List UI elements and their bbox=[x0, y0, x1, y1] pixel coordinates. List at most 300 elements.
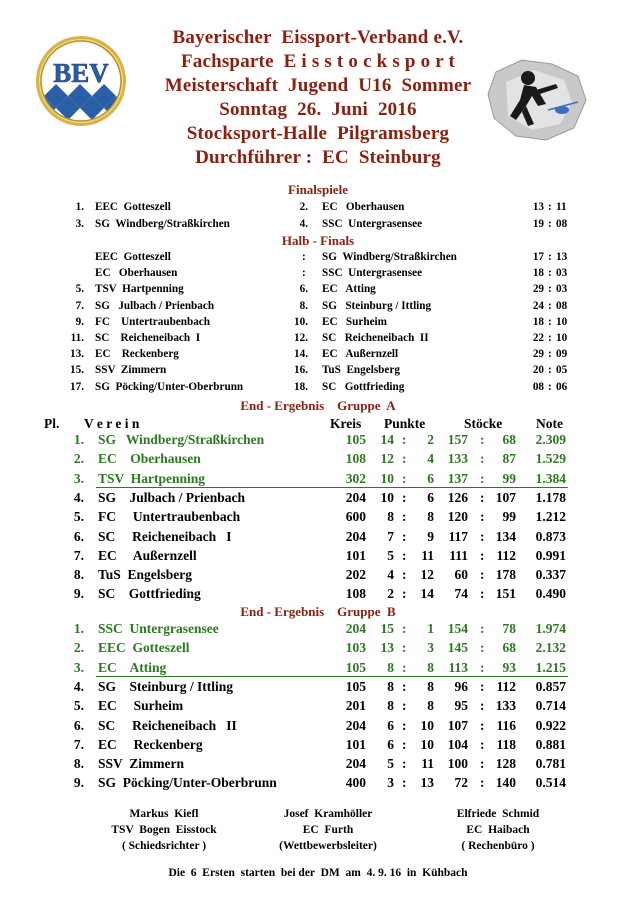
match-place-left: 3. bbox=[75, 217, 84, 230]
match-team-right: SC Gottfrieding bbox=[322, 380, 405, 393]
match-score-left: 13 bbox=[532, 201, 544, 213]
standing-kreis: 204 bbox=[345, 489, 366, 505]
match-row bbox=[0, 251, 636, 267]
match-team-left: SG Julbach / Prienbach bbox=[95, 299, 215, 312]
standing-stocks-for: 157 bbox=[447, 432, 468, 447]
match-team-right: SG Steinburg / Ittling bbox=[322, 299, 432, 312]
match-row bbox=[0, 201, 636, 217]
standing-club: EC Außernzell bbox=[98, 547, 197, 563]
standing-points-colon: : bbox=[402, 586, 407, 602]
standing-kreis: 105 bbox=[345, 432, 366, 447]
match-team-right: EC Atting bbox=[322, 283, 376, 296]
match-score-right: 08 bbox=[556, 217, 568, 230]
match-place-right: 16. bbox=[294, 364, 308, 377]
standing-points-lost: 6 bbox=[427, 489, 434, 505]
standing-note: 2.309 bbox=[535, 432, 566, 447]
standing-points-won: 8 bbox=[387, 659, 394, 675]
match-place-left: 7. bbox=[75, 299, 84, 312]
match-team-right: SSC Untergrasensee bbox=[322, 217, 423, 230]
match-team-right: SC Reicheneibach II bbox=[322, 332, 429, 344]
standing-note: 0.337 bbox=[535, 567, 566, 583]
match-row bbox=[0, 218, 636, 234]
standing-points-won: 7 bbox=[387, 528, 394, 544]
standing-stocks-for: 96 bbox=[454, 678, 468, 694]
standing-stocks-against: 99 bbox=[502, 470, 516, 486]
match-team-left: SSV Zimmern bbox=[95, 364, 167, 377]
match-score-colon: : bbox=[548, 267, 552, 280]
standing-stocks-for: 145 bbox=[447, 640, 468, 656]
document-header bbox=[0, 26, 636, 170]
standing-stocks-colon: : bbox=[480, 586, 485, 602]
standing-points-won: 15 bbox=[380, 621, 394, 636]
standing-points-colon: : bbox=[402, 775, 407, 791]
standing-stocks-colon: : bbox=[480, 451, 485, 467]
standing-place: 1. bbox=[73, 432, 84, 447]
standing-stocks-against: 107 bbox=[495, 489, 516, 505]
match-score-right: 11 bbox=[556, 201, 567, 213]
standing-note: 0.714 bbox=[535, 698, 566, 714]
standing-kreis: 105 bbox=[345, 659, 366, 675]
standing-club: EEC Gotteszell bbox=[98, 640, 190, 656]
match-score-right: 03 bbox=[556, 283, 568, 296]
standing-points-won: 6 bbox=[387, 717, 394, 733]
match-score-left: 20 bbox=[532, 364, 544, 377]
standing-place: 5. bbox=[73, 509, 84, 525]
standings-row bbox=[0, 698, 636, 717]
standing-place: 5. bbox=[73, 698, 84, 714]
standing-points-lost: 12 bbox=[420, 567, 434, 583]
match-score-left: 29 bbox=[532, 283, 544, 296]
standing-note: 0.781 bbox=[535, 756, 566, 772]
match-place-right: 12. bbox=[294, 332, 308, 344]
standing-stocks-against: 178 bbox=[495, 567, 516, 583]
match-place-left: 11. bbox=[70, 332, 84, 344]
standing-stocks-against: 68 bbox=[502, 432, 516, 447]
standing-kreis: 400 bbox=[345, 775, 366, 791]
standings-row bbox=[0, 509, 636, 528]
match-team-right: EC Surheim bbox=[322, 315, 387, 328]
standing-stocks-colon: : bbox=[480, 775, 485, 791]
standing-note: 1.212 bbox=[535, 509, 566, 525]
referee-club: TSV Bogen Eisstock bbox=[111, 824, 217, 836]
standing-note: 0.490 bbox=[535, 586, 566, 602]
standing-points-won: 3 bbox=[387, 775, 394, 791]
standing-kreis: 201 bbox=[345, 698, 366, 714]
standing-points-won: 6 bbox=[387, 736, 394, 752]
match-place-right: 18. bbox=[294, 380, 308, 393]
standing-stocks-colon: : bbox=[480, 678, 485, 694]
standing-stocks-colon: : bbox=[480, 621, 485, 636]
standing-points-lost: 11 bbox=[421, 756, 434, 772]
standing-points-won: 8 bbox=[387, 509, 394, 525]
standing-place: 8. bbox=[73, 756, 84, 772]
standings-row bbox=[0, 567, 636, 586]
halbfinals-title: Halb - Finals bbox=[281, 233, 355, 248]
match-place-left: 13. bbox=[70, 348, 84, 361]
standing-place: 2. bbox=[73, 451, 84, 467]
leader-role: (Wettbewerbsleiter) bbox=[279, 840, 377, 852]
standing-kreis: 204 bbox=[345, 528, 366, 544]
standing-note: 0.922 bbox=[535, 717, 566, 733]
match-score-left: 19 bbox=[532, 217, 544, 230]
header-pl: Pl. bbox=[44, 416, 60, 431]
standing-place: 9. bbox=[73, 775, 84, 791]
standing-stocks-colon: : bbox=[480, 528, 485, 544]
match-row bbox=[0, 316, 636, 332]
match-row bbox=[0, 283, 636, 299]
match-score-left: 29 bbox=[532, 348, 544, 361]
match-place-right: 10. bbox=[294, 315, 308, 328]
standing-points-won: 8 bbox=[387, 698, 394, 714]
standing-points-colon: : bbox=[402, 470, 407, 486]
match-score-colon: : bbox=[548, 332, 552, 344]
match-team-left: FC Untertraubenbach bbox=[95, 315, 210, 328]
standing-stocks-colon: : bbox=[480, 659, 485, 675]
standing-kreis: 101 bbox=[345, 736, 366, 752]
match-team-left: EEC Gotteszell bbox=[95, 201, 171, 213]
standing-club: SC Reicheneibach I bbox=[98, 528, 232, 544]
match-place-right: 14. bbox=[294, 348, 308, 361]
standing-stocks-against: 116 bbox=[496, 717, 516, 733]
standing-kreis: 103 bbox=[345, 640, 366, 656]
standings-row bbox=[0, 718, 636, 737]
standing-stocks-colon: : bbox=[480, 509, 485, 525]
finalspiele-title: Finalspiele bbox=[288, 182, 348, 197]
header-punkte: Punkte bbox=[384, 416, 426, 431]
standing-stocks-for: 154 bbox=[447, 621, 468, 636]
office-club: EC Haibach bbox=[466, 824, 530, 836]
standing-points-lost: 8 bbox=[427, 659, 434, 675]
standing-stocks-against: 68 bbox=[502, 640, 516, 656]
standing-stocks-against: 140 bbox=[495, 775, 516, 791]
match-row bbox=[0, 300, 636, 316]
header-organizer: Durchführer : EC Steinburg bbox=[195, 147, 441, 168]
standing-kreis: 302 bbox=[345, 470, 366, 486]
match-vs-colon: : bbox=[302, 251, 306, 263]
standing-points-colon: : bbox=[402, 698, 407, 714]
standing-stocks-colon: : bbox=[480, 470, 485, 486]
match-score-colon: : bbox=[548, 201, 552, 213]
standings-row bbox=[0, 679, 636, 698]
standing-points-colon: : bbox=[402, 717, 407, 733]
standing-place: 7. bbox=[73, 547, 84, 563]
match-place-right: 6. bbox=[299, 283, 308, 296]
standing-points-colon: : bbox=[402, 509, 407, 525]
standing-stocks-colon: : bbox=[480, 640, 485, 656]
standing-points-lost: 1 bbox=[427, 621, 434, 636]
standing-stocks-against: 78 bbox=[502, 621, 516, 636]
gruppe-b-title: End - Ergebnis Gruppe B bbox=[240, 604, 396, 619]
standing-note: 0.857 bbox=[535, 678, 566, 694]
standing-kreis: 600 bbox=[345, 509, 366, 525]
standing-stocks-colon: : bbox=[480, 432, 485, 447]
standing-kreis: 204 bbox=[345, 717, 366, 733]
office-name: Elfriede Schmid bbox=[456, 808, 540, 820]
match-score-left: 17 bbox=[532, 251, 544, 263]
header-department: Fachsparte E i s s t o c k s p o r t bbox=[180, 51, 456, 72]
header-note: Note bbox=[536, 416, 563, 431]
match-place-left: 9. bbox=[75, 315, 84, 328]
match-score-left: 08 bbox=[532, 380, 544, 393]
match-row bbox=[0, 332, 636, 348]
standing-stocks-against: 99 bbox=[502, 509, 516, 525]
header-venue: Stocksport-Halle Pilgramsberg bbox=[186, 123, 450, 144]
header-date: Sonntag 26. Juni 2016 bbox=[219, 99, 417, 120]
standing-stocks-colon: : bbox=[480, 547, 485, 563]
standing-points-lost: 10 bbox=[420, 736, 434, 752]
standing-place: 2. bbox=[73, 640, 84, 656]
standing-club: SG Julbach / Prienbach bbox=[98, 489, 246, 505]
standing-note: 1.215 bbox=[535, 659, 566, 675]
match-place-right: 2. bbox=[299, 201, 308, 213]
match-score-left: 18 bbox=[532, 267, 544, 280]
standing-points-won: 5 bbox=[387, 756, 394, 772]
standing-note: 0.514 bbox=[535, 775, 566, 791]
match-team-left: EEC Gotteszell bbox=[95, 251, 171, 263]
standings-row bbox=[0, 756, 636, 775]
standing-points-lost: 9 bbox=[427, 528, 434, 544]
match-score-colon: : bbox=[548, 299, 552, 312]
standing-kreis: 204 bbox=[345, 756, 366, 772]
leader-club: EC Furth bbox=[302, 824, 354, 836]
standing-stocks-against: 112 bbox=[496, 678, 516, 694]
match-score-left: 22 bbox=[532, 332, 544, 344]
standing-points-won: 10 bbox=[380, 470, 394, 486]
standing-stocks-for: 72 bbox=[454, 775, 468, 791]
standing-place: 9. bbox=[73, 586, 84, 602]
match-score-left: 18 bbox=[532, 315, 544, 328]
match-team-right: SSC Untergrasensee bbox=[322, 267, 423, 280]
standing-place: 7. bbox=[73, 736, 84, 752]
standing-place: 8. bbox=[73, 567, 84, 583]
standing-stocks-for: 120 bbox=[447, 509, 468, 525]
standing-club: EC Surheim bbox=[98, 698, 184, 714]
standing-kreis: 108 bbox=[345, 586, 366, 602]
match-score-colon: : bbox=[548, 217, 552, 230]
match-place-left: 1. bbox=[75, 201, 84, 213]
header-stoecke: Stöcke bbox=[464, 416, 503, 431]
standing-points-colon: : bbox=[402, 640, 407, 656]
match-place-right: 8. bbox=[299, 299, 308, 312]
standing-points-colon: : bbox=[402, 736, 407, 752]
match-score-right: 09 bbox=[556, 348, 568, 361]
match-row bbox=[0, 381, 636, 397]
match-team-left: EC Reckenberg bbox=[95, 348, 179, 361]
standing-club: EC Reckenberg bbox=[98, 736, 203, 752]
standing-points-colon: : bbox=[402, 756, 407, 772]
standing-points-lost: 10 bbox=[420, 717, 434, 733]
standing-points-won: 5 bbox=[387, 547, 394, 563]
standing-points-lost: 14 bbox=[420, 586, 434, 602]
standing-club: SC Reicheneibach II bbox=[98, 717, 237, 733]
standing-points-colon: : bbox=[402, 528, 407, 544]
standing-note: 2.132 bbox=[535, 640, 566, 656]
standing-points-lost: 4 bbox=[427, 451, 434, 467]
match-team-left: EC Oberhausen bbox=[95, 267, 178, 280]
standing-place: 6. bbox=[73, 717, 84, 733]
standing-note: 0.873 bbox=[535, 528, 566, 544]
standing-kreis: 108 bbox=[345, 451, 366, 467]
standing-stocks-colon: : bbox=[480, 736, 485, 752]
standing-stocks-for: 111 bbox=[449, 547, 468, 563]
standing-kreis: 101 bbox=[345, 547, 366, 563]
standing-stocks-for: 60 bbox=[454, 567, 468, 583]
standings-row bbox=[0, 621, 636, 640]
match-row bbox=[0, 348, 636, 364]
standing-stocks-for: 117 bbox=[448, 528, 468, 544]
standing-place: 4. bbox=[73, 678, 84, 694]
standing-place: 3. bbox=[73, 470, 84, 486]
standing-note: 0.881 bbox=[535, 736, 566, 752]
standing-club: FC Untertraubenbach bbox=[98, 509, 241, 525]
standing-club: SSV Zimmern bbox=[98, 756, 185, 772]
standing-stocks-against: 133 bbox=[495, 698, 516, 714]
standing-stocks-against: 87 bbox=[502, 451, 516, 467]
standing-points-won: 13 bbox=[380, 640, 394, 656]
standing-stocks-for: 126 bbox=[447, 489, 468, 505]
match-score-right: 08 bbox=[556, 299, 568, 312]
match-team-right: SG Windberg/Straßkirchen bbox=[322, 251, 457, 263]
standing-place: 1. bbox=[73, 621, 84, 636]
standing-stocks-against: 134 bbox=[495, 528, 516, 544]
standing-points-lost: 3 bbox=[427, 640, 434, 656]
standing-points-won: 8 bbox=[387, 678, 394, 694]
standing-note: 1.974 bbox=[535, 621, 566, 636]
standing-stocks-for: 113 bbox=[448, 659, 468, 675]
match-row bbox=[0, 364, 636, 380]
header-verein: V e r e i n bbox=[84, 416, 140, 431]
standing-stocks-colon: : bbox=[480, 567, 485, 583]
match-team-left: TSV Hartpenning bbox=[95, 283, 184, 296]
standing-stocks-for: 100 bbox=[447, 756, 468, 772]
gruppe-a-title: End - Ergebnis Gruppe A bbox=[240, 398, 396, 413]
standing-points-won: 4 bbox=[387, 567, 394, 583]
standing-points-lost: 8 bbox=[427, 509, 434, 525]
standing-points-lost: 6 bbox=[427, 470, 434, 486]
office-role: ( Rechenbüro ) bbox=[461, 840, 535, 852]
bev-logo-text: BEV bbox=[53, 58, 109, 88]
standing-points-colon: : bbox=[402, 659, 407, 675]
standing-club: SC Gottfrieding bbox=[98, 586, 201, 602]
standing-club: SG Steinburg / Ittling bbox=[98, 678, 234, 694]
match-score-left: 24 bbox=[532, 299, 544, 312]
standing-points-lost: 8 bbox=[427, 698, 434, 714]
standing-points-colon: : bbox=[402, 547, 407, 563]
standing-stocks-for: 95 bbox=[454, 698, 468, 714]
standing-stocks-for: 133 bbox=[447, 451, 468, 467]
match-team-right: EC Außernzell bbox=[322, 348, 399, 361]
standings-row bbox=[0, 529, 636, 548]
standings-row bbox=[0, 775, 636, 794]
standing-note: 1.178 bbox=[535, 489, 566, 505]
standing-stocks-against: 118 bbox=[496, 736, 516, 752]
standing-stocks-colon: : bbox=[480, 489, 485, 505]
standing-club: SSC Untergrasensee bbox=[98, 621, 219, 636]
match-score-colon: : bbox=[548, 251, 552, 263]
standing-points-lost: 11 bbox=[421, 547, 434, 563]
standing-points-colon: : bbox=[402, 621, 407, 636]
header-kreis: Kreis bbox=[330, 416, 362, 431]
standing-note: 1.529 bbox=[535, 451, 566, 467]
standing-stocks-against: 128 bbox=[495, 756, 516, 772]
header-federation: Bayerischer Eissport-Verband e.V. bbox=[172, 27, 464, 48]
standing-points-colon: : bbox=[402, 567, 407, 583]
standing-club: EC Atting bbox=[98, 659, 167, 675]
standing-club: TSV Hartpenning bbox=[98, 470, 206, 486]
standing-stocks-against: 112 bbox=[496, 547, 516, 563]
match-score-right: 13 bbox=[556, 251, 568, 263]
standing-stocks-colon: : bbox=[480, 698, 485, 714]
match-score-right: 03 bbox=[556, 267, 568, 280]
standing-points-lost: 2 bbox=[427, 432, 434, 447]
standings-row bbox=[0, 640, 636, 659]
standing-stocks-colon: : bbox=[480, 717, 485, 733]
match-score-colon: : bbox=[548, 364, 552, 377]
standing-kreis: 105 bbox=[345, 678, 366, 694]
standing-points-won: 14 bbox=[380, 432, 394, 447]
footer-note: Die 6 Ersten starten bei der DM am 4. 9. 16 in Kühbach bbox=[168, 867, 468, 879]
standing-stocks-for: 137 bbox=[447, 470, 468, 486]
match-score-colon: : bbox=[548, 315, 552, 328]
standing-points-won: 12 bbox=[380, 451, 394, 467]
match-score-right: 06 bbox=[556, 380, 568, 393]
standing-club: SG Windberg/Straßkirchen bbox=[98, 432, 265, 447]
referee-name: Markus Kiefl bbox=[129, 808, 199, 820]
standings-row bbox=[0, 490, 636, 509]
standing-points-colon: : bbox=[402, 451, 407, 467]
match-team-left: SC Reicheneibach I bbox=[95, 332, 201, 344]
standing-points-lost: 8 bbox=[427, 678, 434, 694]
match-score-colon: : bbox=[548, 348, 552, 361]
gruppe-b-qualifier-line bbox=[96, 676, 568, 677]
match-place-left: 5. bbox=[75, 283, 84, 296]
standing-kreis: 204 bbox=[345, 621, 366, 636]
match-team-right: EC Oberhausen bbox=[322, 201, 405, 213]
header-championship: Meisterschaft Jugend U16 Sommer bbox=[164, 75, 472, 96]
standing-club: TuS Engelsberg bbox=[98, 567, 193, 583]
standing-points-won: 10 bbox=[380, 489, 394, 505]
standing-club: EC Oberhausen bbox=[98, 451, 201, 467]
standing-stocks-for: 74 bbox=[454, 586, 468, 602]
standing-points-won: 2 bbox=[387, 586, 394, 602]
match-place-left: 17. bbox=[70, 380, 84, 393]
standing-stocks-against: 93 bbox=[502, 659, 516, 675]
standing-points-colon: : bbox=[402, 432, 407, 447]
match-score-right: 10 bbox=[556, 332, 568, 344]
standings-row bbox=[0, 548, 636, 567]
match-team-left: SG Pöcking/Unter-Oberbrunn bbox=[95, 380, 244, 393]
signature-calculation-office bbox=[398, 806, 598, 854]
match-score-colon: : bbox=[548, 283, 552, 296]
standing-stocks-colon: : bbox=[480, 756, 485, 772]
match-place-left: 15. bbox=[70, 364, 84, 377]
leader-name: Josef Kramhöller bbox=[283, 808, 373, 820]
standing-place: 3. bbox=[73, 659, 84, 675]
match-team-right: TuS Engelsberg bbox=[322, 364, 400, 377]
standing-points-colon: : bbox=[402, 489, 407, 505]
referee-role: ( Schiedsrichter ) bbox=[121, 840, 207, 852]
standing-stocks-for: 104 bbox=[447, 736, 468, 752]
match-score-right: 10 bbox=[556, 315, 568, 328]
gruppe-a-qualifier-line bbox=[96, 487, 568, 488]
match-team-left: SG Windberg/Straßkirchen bbox=[95, 217, 230, 230]
match-score-colon: : bbox=[548, 380, 552, 393]
standing-place: 4. bbox=[73, 489, 84, 505]
standings-row bbox=[0, 586, 636, 605]
standing-note: 0.991 bbox=[535, 547, 566, 563]
standing-stocks-against: 151 bbox=[495, 586, 516, 602]
standings-row bbox=[0, 432, 636, 451]
